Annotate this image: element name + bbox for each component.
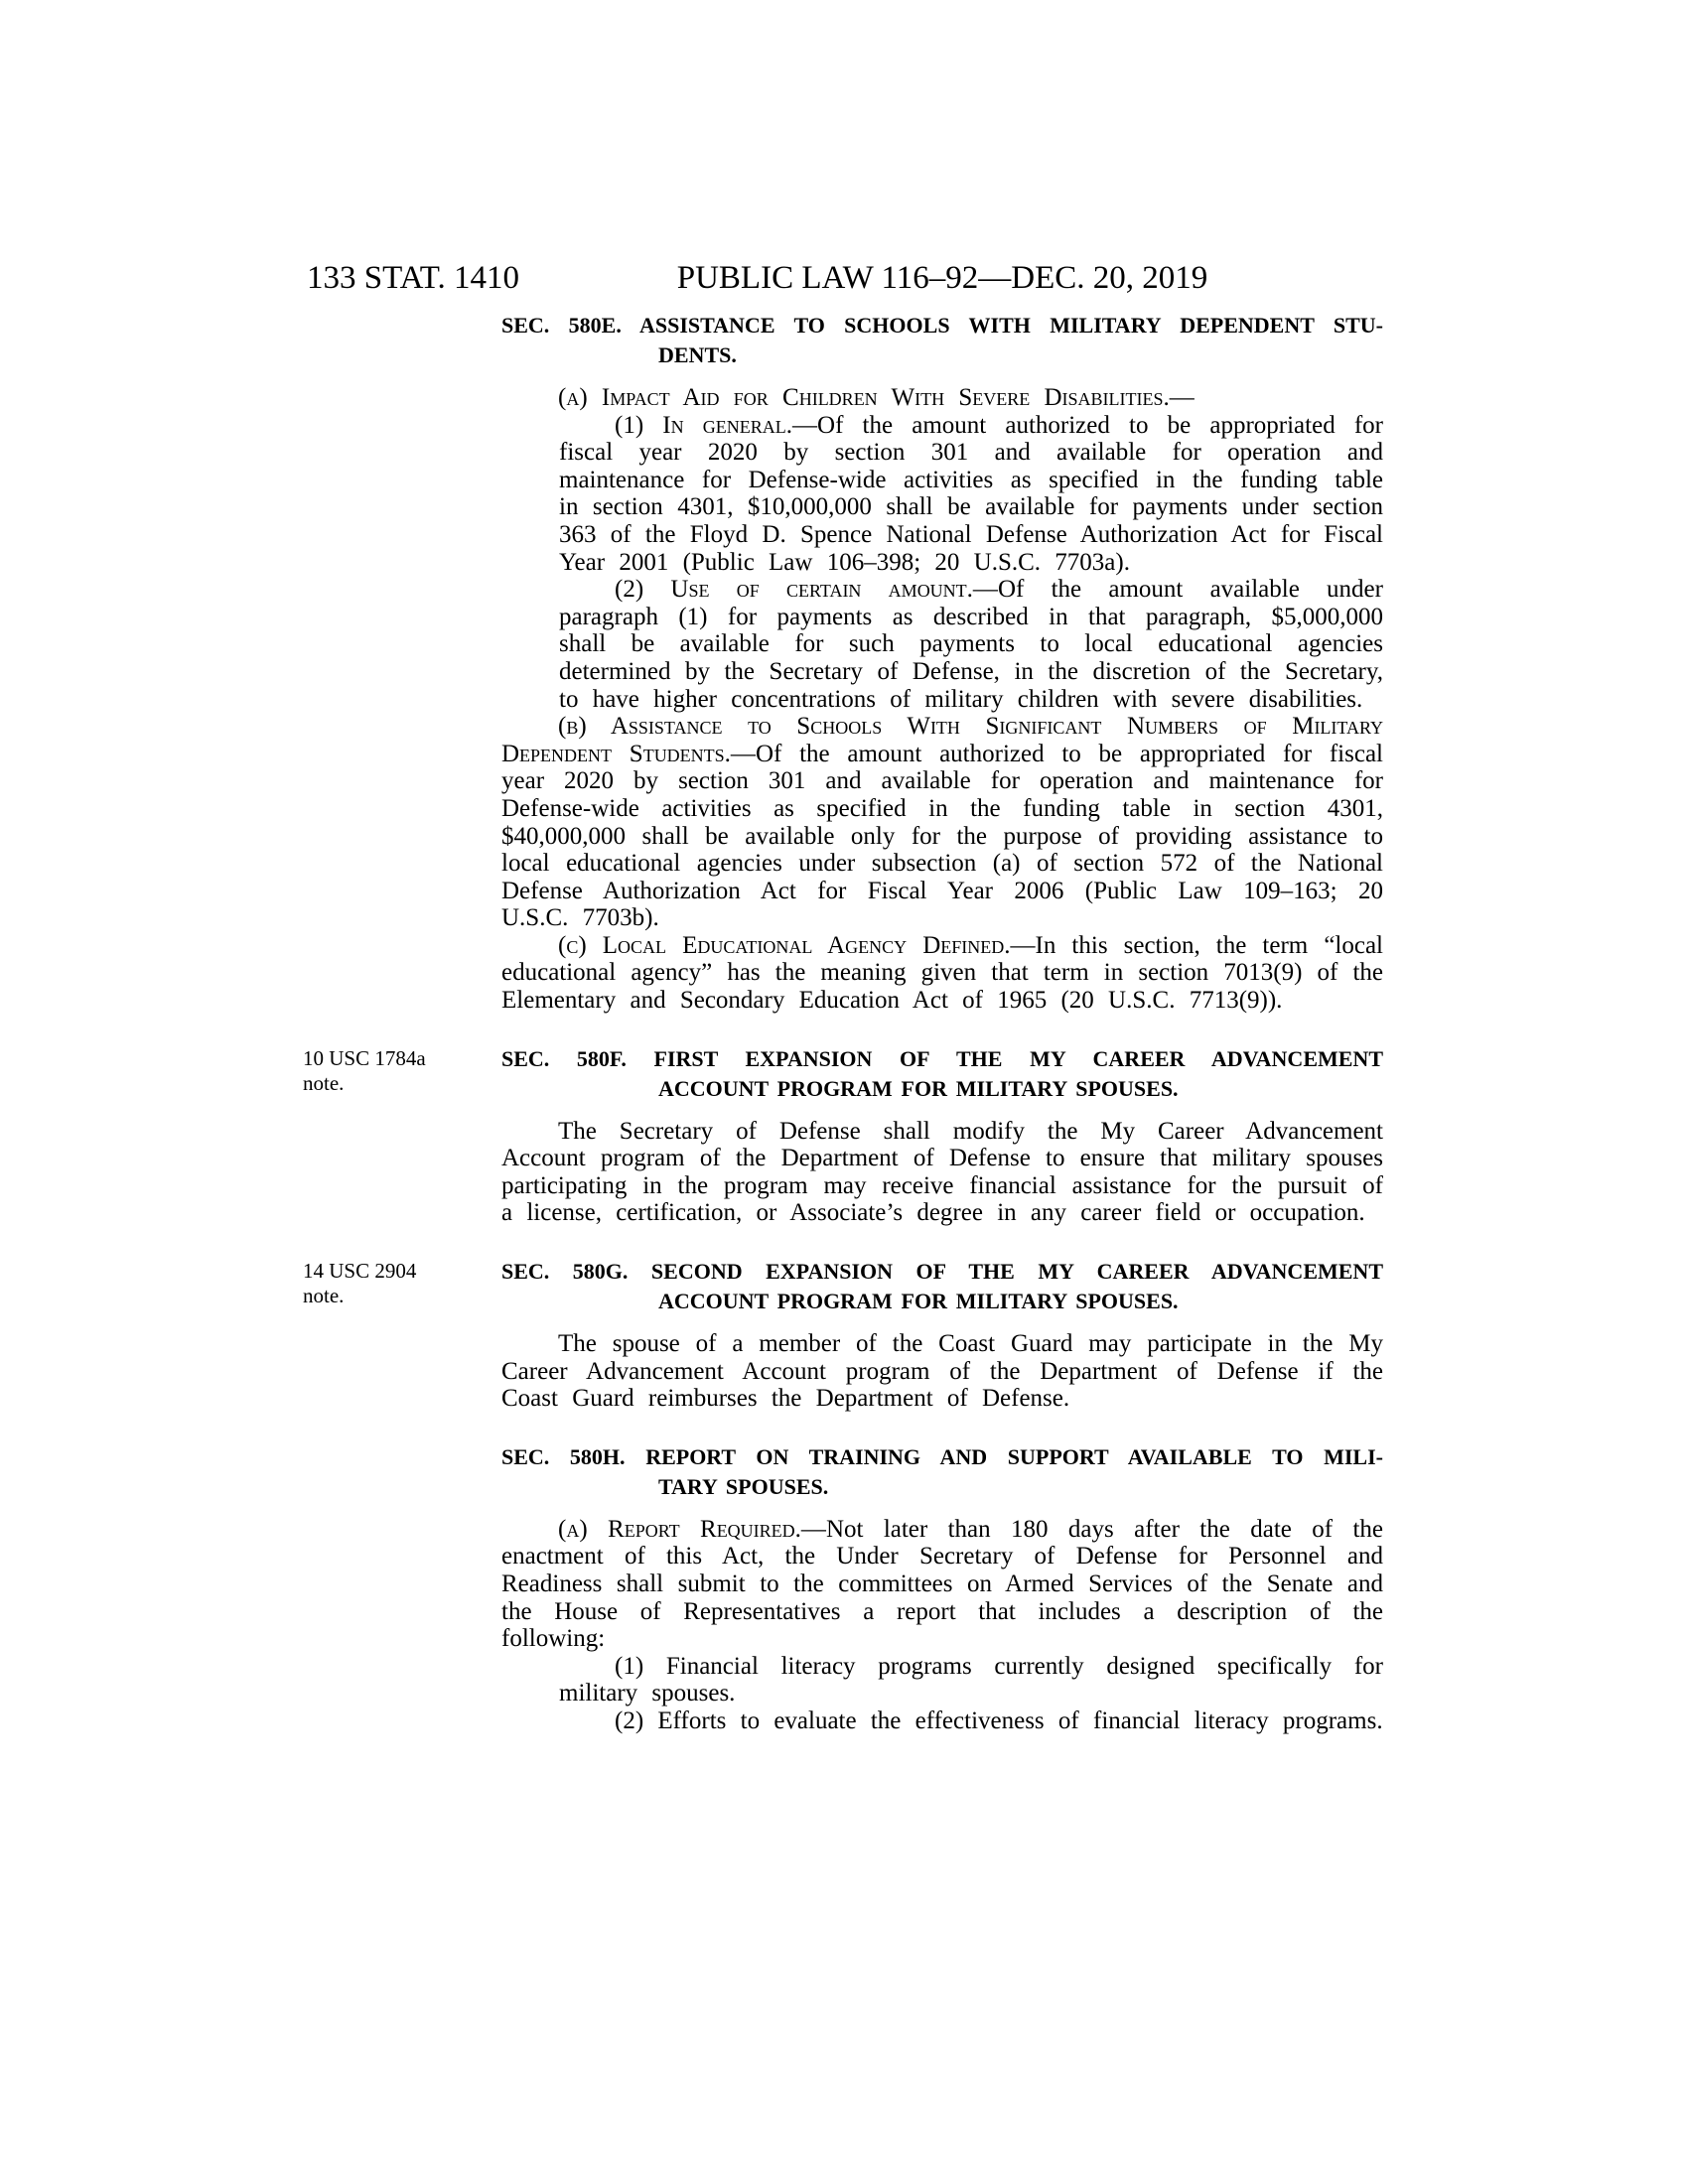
- paragraph-1-text: (1) Financial literacy programs currently designed specifically for military spouses.: [559, 1652, 1383, 1707]
- subsection-a-label: (a) Report Required.—: [558, 1515, 826, 1543]
- subsection-c-text: In this section, the term “local educational agency” has the meaning given that term in section 7013(9) of the Elementary and Secondary Education Act of 1965 (20 U.S.C. 7713(9)).: [501, 931, 1383, 1015]
- note-line-2: note.: [303, 1284, 345, 1308]
- heading-line-2: ACCOUNT PROGRAM FOR MILITARY SPOUSES.: [658, 1289, 1179, 1314]
- heading-line-1: SEC. 580G. SECOND EXPANSION OF THE MY CAREER ADVANCEMENT: [501, 1259, 1383, 1285]
- paragraph-a-1: [559, 412, 1383, 577]
- heading-line-2: ACCOUNT PROGRAM FOR MILITARY SPOUSES.: [658, 1075, 1179, 1101]
- margin-note-10-usc-1784a: [303, 1046, 484, 1096]
- margin-note-14-usc-2904: [303, 1259, 484, 1308]
- note-line-1: 10 USC 1784a: [303, 1045, 426, 1070]
- section-580g-heading: [501, 1257, 1383, 1316]
- paragraph-1: [559, 1653, 1383, 1707]
- paragraph-a-2: [559, 576, 1383, 713]
- paragraph-a: [501, 384, 1383, 412]
- section-580h: [501, 1442, 1383, 1735]
- heading-line-1: SEC. 580F. FIRST EXPANSION OF THE MY CAREER ADVANCEMENT: [501, 1045, 1383, 1071]
- heading-line-2: DENTS.: [658, 342, 737, 367]
- section-580f: [303, 1044, 1383, 1227]
- subsection-a-label: (a) Impact Aid for Children With Severe Disabilities.—: [558, 384, 1195, 411]
- subsection-c-label: (c) Local Educational Agency Defined.—: [558, 931, 1036, 959]
- section-580f-body: [501, 1118, 1383, 1227]
- paragraph-c: [501, 932, 1383, 1015]
- heading-line-1: SEC. 580E. ASSISTANCE TO SCHOOLS WITH MILITARY DEPENDENT STU-: [501, 313, 1383, 338]
- paragraph-1-label: (1) In general.—: [615, 411, 818, 439]
- heading-line-2: TARY SPOUSES.: [658, 1473, 829, 1499]
- paragraph-2-text: Of the amount available under paragraph (1) for payments as described in that paragraph, $5,000,000 shall be available for such payments to local educational agencies determined by the Secretary of Defense, in the discretion of the Secretary, to have higher concentrations of military children with severe disabilities.: [559, 576, 1383, 713]
- statute-text-column: [303, 311, 1383, 1735]
- paragraph-a: [501, 1516, 1383, 1653]
- law-running-header: PUBLIC LAW 116–92—DEC. 20, 2019: [676, 260, 1208, 296]
- heading-line-1: SEC. 580H. REPORT ON TRAINING AND SUPPORT AVAILABLE TO MILI-: [501, 1443, 1383, 1469]
- section-580e-heading: [501, 311, 1383, 370]
- paragraph-b: [501, 713, 1383, 932]
- subsection-b-label: (b) Assistance to Schools With Significant Numbers of Military Dependent Students.—: [501, 713, 1383, 767]
- section-580g-text: The spouse of a member of the Coast Guard may participate in the My Career Advancement Account program of the Department of Defense if the Coast Guard reimburses the Department of Defense.: [501, 1330, 1383, 1413]
- paragraph-2: [559, 1707, 1383, 1735]
- note-line-2: note.: [303, 1070, 345, 1095]
- paragraph-2-label: (2) Use of certain amount.—: [615, 576, 998, 604]
- note-line-1: 14 USC 2904: [303, 1259, 417, 1284]
- stat-page-number: 133 STAT. 1410: [307, 260, 520, 296]
- paragraph-1-text: Of the amount authorized to be appropriated for fiscal year 2020 by section 301 and available for operation and maintenance for Defense-wide activities as specified in the funding table in section 4301, $10,000,000 shall be available for payments under section 363 of the Floyd D. Spence National Defense Authorization Act for Fiscal Year 2001 (Public Law 106–398; 20 U.S.C. 7703a).: [559, 411, 1383, 576]
- section-580f-text: The Secretary of Defense shall modify the My Career Advancement Account program of the Department of Defense to ensure that military spouses participating in the program may receive financial assistance for the pursuit of a license, certification, or Associate’s degree in any career field or occupation.: [501, 1117, 1383, 1227]
- subsection-a-text: Not later than 180 days after the date of the enactment of this Act, the Under Secretary of Defense for Personnel and Readiness shall submit to the committees on Armed Services of the Senate and the House of Representatives a report that includes a description of the following:: [501, 1515, 1383, 1653]
- section-580e: [501, 311, 1383, 1015]
- section-580f-heading: [501, 1044, 1383, 1104]
- subsection-b-text: Of the amount authorized to be appropriated for fiscal year 2020 by section 301 and available for operation and maintenance for Defense-wide activities as specified in the funding table in section 4301, $40,000,000 shall be available only for the purpose of providing assistance to local educational agencies under subsection (a) of section 572 of the National Defense Authorization Act for Fiscal Year 2006 (Public Law 109–163; 20 U.S.C. 7703b).: [501, 740, 1383, 932]
- section-580g: [303, 1257, 1383, 1413]
- section-580g-body: [501, 1330, 1383, 1413]
- section-580h-heading: [501, 1442, 1383, 1502]
- paragraph-2-text: (2) Efforts to evaluate the effectiveness of financial literacy programs.: [615, 1706, 1383, 1734]
